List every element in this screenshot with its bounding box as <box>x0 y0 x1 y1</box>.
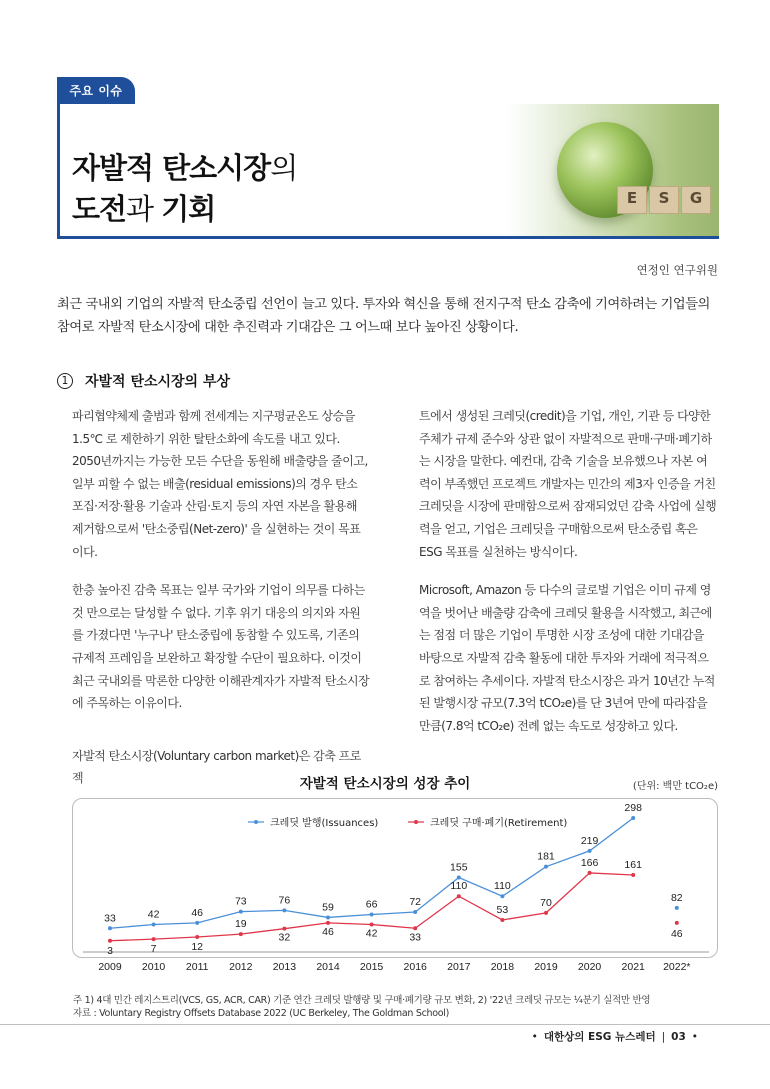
data-label: 46 <box>191 906 204 919</box>
section-tag: 주요 이슈 <box>57 77 135 104</box>
x-tick-label: 2013 <box>272 961 297 973</box>
x-tick-label: 2020 <box>577 961 602 973</box>
esg-blocks <box>617 186 711 214</box>
data-point <box>108 926 112 930</box>
data-label: 42 <box>147 908 160 921</box>
data-point <box>413 926 417 930</box>
x-tick-label: 2018 <box>490 961 515 973</box>
note-line-2: 자료 : Voluntary Registry Offsets Database 2022 (UC Berkeley, The Goldman School) <box>73 1008 449 1019</box>
data-point <box>239 910 243 914</box>
data-point <box>675 906 679 910</box>
title-line2-bold2: 기회 <box>161 192 216 226</box>
data-label: 161 <box>624 859 642 872</box>
data-point <box>631 873 635 877</box>
data-point <box>588 871 592 875</box>
data-label: 72 <box>409 896 422 909</box>
chart-frame <box>72 798 718 973</box>
footer <box>532 1029 698 1044</box>
data-label: 110 <box>450 880 468 893</box>
x-tick-label: 2015 <box>359 961 384 973</box>
data-label: 32 <box>278 931 291 944</box>
series-line <box>110 818 633 931</box>
x-tick-label: 2009 <box>98 961 122 973</box>
data-point <box>457 894 461 898</box>
x-tick-label: 2022* <box>663 961 691 973</box>
footer-divider <box>0 1024 770 1025</box>
chart-title: 자발적 탄소시장의 성장 추이 <box>299 776 471 792</box>
data-label: 298 <box>624 802 642 814</box>
x-tick-label: 2011 <box>185 961 209 973</box>
esg-block-e: E <box>617 186 647 214</box>
left-paragraph-3: 자발적 탄소시장(Voluntary carbon market)은 감축 프로젝 <box>72 748 361 786</box>
data-label: 82 <box>670 891 683 904</box>
legend-label: 크레딧 발행(Issuances) <box>270 818 379 829</box>
data-point <box>282 908 286 912</box>
data-label: 53 <box>496 903 509 916</box>
page-number: 03 <box>671 1030 686 1043</box>
left-paragraph-2: 한층 높아진 감축 목표는 일부 국가와 기업이 의무를 다하는 것 만으로는 달성할 수 없다. 기후 위기 대응의 의지와 자원를 가졌다면 '누구나' 탄소중립에 동참할 수 있도록, 기존의 규제적 프레임을 보완하고 확장할 수단이 필요하다. 이것이 최근 국내외를 막론한 다양한 이해관계자가 자발적 탄소시장에 주목하는 이유이다. <box>72 583 370 711</box>
data-point <box>457 876 461 880</box>
legend-marker <box>254 820 258 824</box>
x-tick-label: 2016 <box>403 961 427 973</box>
data-label: 46 <box>322 925 334 938</box>
data-point <box>588 849 592 853</box>
x-tick-label: 2010 <box>141 961 166 973</box>
line-chart <box>73 799 719 979</box>
lead-text: 최근 국내외 기업의 자발적 탄소중립 선언이 늘고 있다. 투자와 혁신을 통해 전지구적 탄소 감축에 기여하려는 기업들의 참여로 자발적 탄소시장에 대한 추진력과 기대감은 그 어느때 보다 높아진 상황이다. <box>57 297 710 335</box>
data-point <box>631 816 635 820</box>
footer-separator: | <box>661 1030 666 1043</box>
x-tick-label: 2019 <box>534 961 558 973</box>
esg-block-g: G <box>681 186 711 214</box>
data-point <box>370 913 374 917</box>
data-point <box>108 939 112 943</box>
x-tick-label: 2014 <box>316 961 340 973</box>
chart-unit: (단위: 백만 tCO₂e) <box>632 781 718 792</box>
title-line1-light: 의 <box>270 151 298 185</box>
chart-notes <box>73 994 650 1020</box>
data-label: 33 <box>409 931 422 944</box>
section-title: 자발적 탄소시장의 부상 <box>85 374 230 390</box>
globe-esg-image <box>507 104 719 236</box>
title-line1-bold: 자발적 탄소시장 <box>72 151 271 185</box>
data-point <box>500 894 504 898</box>
title-line2-bold1: 도전 <box>72 192 127 226</box>
x-tick-label: 2012 <box>229 961 253 973</box>
data-point <box>370 923 374 927</box>
left-paragraph-1: 파리협약체제 출범과 함께 전세계는 지구평균온도 상승을 1.5℃ 로 제한하기 위한 탈탄소화에 속도를 내고 있다. 2050년까지는 가능한 모든 수단을 동원해 배출량을 줄이고, 일부 피할 수 없는 배출(residual emissions)의 경우 탄소 포집·저장·활용 기술과 산림·토지 등의 자연 자본을 활용해 제거함으로써 '탄소중립(Net-zero)' 을 실현하는 것이 목표이다. <box>72 409 368 559</box>
left-column <box>72 405 370 790</box>
footer-title: 대한상의 ESG 뉴스레터 <box>543 1031 656 1043</box>
data-label: 76 <box>278 894 291 907</box>
data-label: 3 <box>107 944 113 957</box>
legend-label: 크레딧 구매·폐기(Retirement) <box>430 818 568 829</box>
data-label: 155 <box>450 861 468 874</box>
data-label: 73 <box>234 895 247 908</box>
data-point <box>152 923 156 927</box>
data-point <box>500 918 504 922</box>
data-label: 110 <box>494 880 511 893</box>
data-label: 219 <box>580 834 599 847</box>
data-point <box>195 935 199 939</box>
data-point <box>413 910 417 914</box>
data-point <box>326 915 330 919</box>
data-label: 46 <box>670 927 683 940</box>
lead-paragraph <box>57 293 719 339</box>
data-point <box>675 921 679 925</box>
data-label: 12 <box>191 941 204 954</box>
right-column <box>419 405 717 737</box>
data-label: 66 <box>365 898 378 911</box>
data-point <box>282 927 286 931</box>
data-label: 19 <box>234 918 247 931</box>
data-label: 7 <box>150 943 157 956</box>
x-tick-label: 2017 <box>447 961 471 973</box>
esg-block-s: S <box>649 186 679 214</box>
page-title <box>72 148 297 230</box>
data-label: 181 <box>537 850 555 863</box>
bullet-icon: • <box>531 1030 538 1043</box>
legend-marker <box>414 820 418 824</box>
data-point <box>152 937 156 941</box>
hero-banner <box>57 104 719 239</box>
x-tick-label: 2021 <box>621 961 645 973</box>
data-label: 166 <box>580 856 599 869</box>
data-label: 42 <box>365 927 378 940</box>
data-point <box>544 865 548 869</box>
data-point <box>326 921 330 925</box>
section-heading <box>57 371 230 391</box>
author: 연정인 연구위원 <box>636 263 718 277</box>
section-number: 1 <box>57 373 73 389</box>
data-label: 33 <box>104 912 116 925</box>
bullet-icon: • <box>691 1030 698 1043</box>
data-point <box>544 911 548 915</box>
data-point <box>195 921 199 925</box>
data-point <box>239 932 243 936</box>
right-paragraph-1: 트에서 생성된 크레딧(credit)을 기업, 개인, 기관 등 다양한 주체가 규제 준수와 상관 없이 자발적으로 판매·구매·폐기하는 시장을 말한다. 예컨대, 감축 기술을 보유했으나 자본 여력이 부족했던 프로젝트 개발자는 민간의 제3자 인증을 거친 크레딧을 시장에 판매함으로써 잠재되었던 감축 사업에 실행력을 얻고, 기업은 크레딧을 구매함으로써 탄소중립 혹은 ESG 목표를 실천하는 방식이다. <box>419 409 717 559</box>
right-paragraph-2: Microsoft, Amazon 등 다수의 글로벌 기업은 이미 규제 영역을 벗어난 배출량 감축에 크레딧 활용을 시작했고, 최근에는 점점 더 많은 기업이 투명한 시장 조성에 대한 기대감을 바탕으로 자발적 감축 활동에 대한 투자와 거래에 적극적으로 참여하는 추세이다. 자발적 탄소시장은 과거 10년간 누적된 발행시장 규모(7.3억 tCO₂e)를 단 3년여 만에 따라잡을 만큼(7.8억 tCO₂e) 전례 없는 속도로 성장하고 있다. <box>419 583 715 733</box>
data-label: 59 <box>322 901 334 914</box>
title-line2-light: 과 <box>126 192 154 226</box>
note-line-1: 주 1) 4대 민간 레지스트리(VCS, GS, ACR, CAR) 기준 연간 크레딧 발행량 및 구매·폐기량 규모 변화, 2) '22년 크레딧 규모는 ¼분기 실적만 반영 <box>73 995 651 1006</box>
data-label: 70 <box>540 896 552 909</box>
